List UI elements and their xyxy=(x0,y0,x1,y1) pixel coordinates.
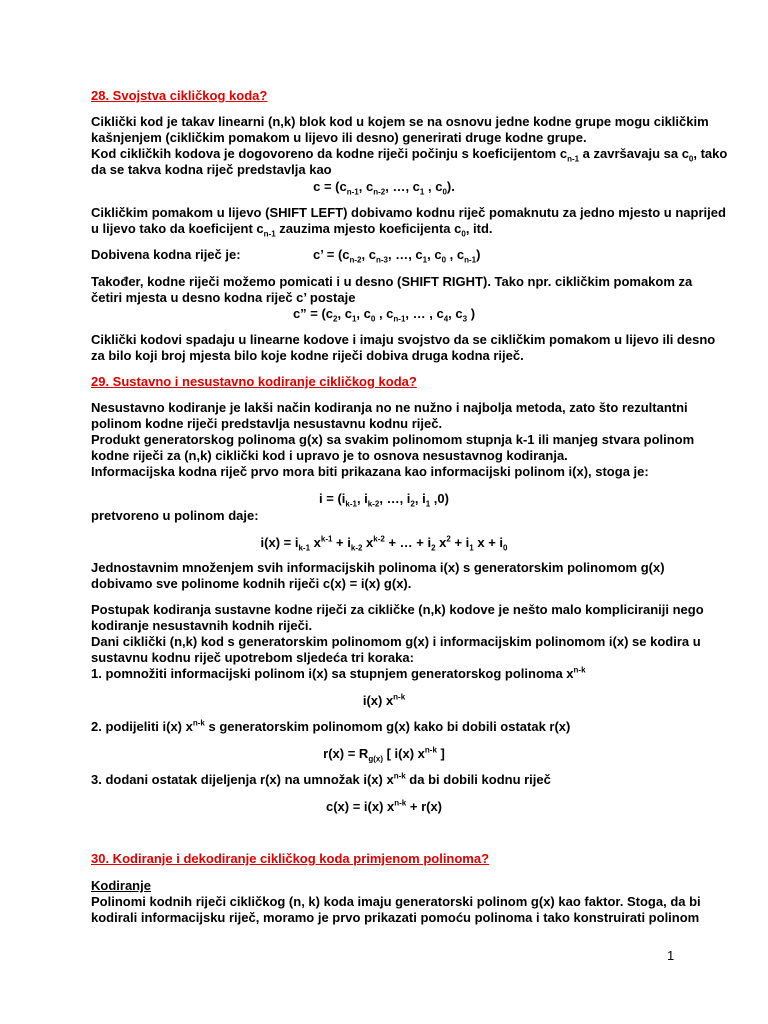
s29-p3-line1: Postupak kodiranja sustavne kodne riječi za cikličke (n,k) kodove je nešto malo kompliciraniji nego xyxy=(91,602,704,617)
s30-p1-line1: Polinomi kodnih riječi cikličkog (n, k) koda imaju generatorski polinom g(x) kao faktor. Stoga, da bi xyxy=(91,894,701,909)
section-30-heading: 30. Kodiranje i dekodiranje cikličkog koda primjenom polinoma? xyxy=(91,851,490,866)
s28-p4-line1: Također, kodne riječi možemo pomicati i u desno (SHIFT RIGHT). Tako npr. cikličkim pomakom za xyxy=(91,274,693,289)
s29-step2: 2. podijeliti i(x) $x^{n-k}$ s generatorskim polinomom g(x) kako bi dobili ostatak r(x) xyxy=(91,718,571,734)
s29-p1-line5: Informacijska kodna riječ prvo mora biti prikazana kao informacijski polinom i(x), stoga je: xyxy=(91,464,649,479)
s29-p1-line4: kodne riječi za (n,k) ciklički kod i upravo je to osnova nesustavnog kodiranja. xyxy=(91,448,568,463)
section-29-heading: 29. Sustavno i nesustavno kodiranje cikličkog koda? xyxy=(91,374,417,389)
s29-p1-line2: polinom kodne riječi predstavlja nesustavnu kodnu riječ. xyxy=(91,416,443,431)
s29-step1: 1. pomnožiti informacijski polinom i(x) sa stupnjem generatorskog polinoma $x^{n-k}$ xyxy=(91,665,586,681)
s29-convert: pretvoreno u polinom daje: xyxy=(91,508,259,523)
s28-p4-line2: četiri mjesta u desno kodna riječ c’ postaje xyxy=(91,290,356,305)
s29-p3-line2: kodiranje nesustavnih kodnih riječi. xyxy=(91,618,313,633)
s29-p3-line3: Dani ciklički (n,k) kod s generatorskim polinomom g(x) i informacijskim polinomom i(x) se kodira u xyxy=(91,634,701,649)
s28-p3-eq: c’ = ($c_{n-2}$, $c_{n-3}$, …, $c_1$, $c_0$ , $c_{n-1}$) xyxy=(313,247,481,265)
s28-p3-label: Dobivena kodna riječ je: xyxy=(91,247,241,262)
s28-p1-line4: da se takva kodna riječ predstavlja kao xyxy=(91,162,332,177)
s29-eq-step1: i(x) $x^{n-k}$ xyxy=(362,692,406,708)
page-number: 1 xyxy=(667,948,675,963)
s29-p1-line3: Produkt generatorskog polinoma g(x) sa svakim polinomom stupnja k-1 ili manjeg stvara polinom xyxy=(91,432,695,447)
s29-eq-ix: $i(x) = i_{k-1}$ $x^{k-1} + i_{k-2}$ $x^{k-2}$ + … + $i_2$ $x^2 + i_1$ $x + i_0$ xyxy=(260,534,508,553)
s29-step3: 3. dodani ostatak dijeljenja r(x) na umnožak i(x) $x^{n-k}$ da bi dobili kodnu riječ xyxy=(91,771,551,787)
s28-p4-eq: c” = ($c_2$, $c_1$, $c_0$ , $c_{n-1}$, … , $c_4$, $c_3$ ) xyxy=(292,306,476,324)
s28-p5-line2: za bilo koji broj mjesta bilo koje kodne riječi dobiva druga kodna riječ. xyxy=(91,348,524,363)
s28-p2-line2: u lijevo tako da koeficijent $c_{n-1}$ zauzima mjesto koeficijenta $c_0$, itd. xyxy=(91,221,493,239)
s29-eq-step2: $r(x) = R_{g(x)}$ [ i(x) $x^{n-k}$ ] xyxy=(323,745,445,764)
s28-p1-line2: kašnjenjem (cikličkim pomakom u lijevo ili desno) generirati druge kodne grupe. xyxy=(91,130,587,145)
s29-p2-line1: Jednostavnim množenjem svih informacijskih polinoma i(x) s generatorskim polinomom g(x) xyxy=(91,560,665,575)
s29-eq-step3: c(x) = i(x) $x^{n-k} + r(x)$ xyxy=(325,798,443,814)
s28-eq-c: $c = (c_{n-1}$, $c_{n-2}$, …, $c_1$ , $c_0$). xyxy=(313,179,455,197)
s29-p3-line4: sustavnu kodnu riječ upotrebom sljedeća tri koraka: xyxy=(91,650,414,665)
s30-p1-line2: kodirali informacijsku riječ, moramo je prvo prikazati pomoću polinoma i tako konstruirati polinom xyxy=(91,910,700,925)
s29-eq-i: $i = (i_{k-1}$, $i_{k-2}$, …, $i_2$, $i_1$ ,0) xyxy=(319,491,449,509)
s28-p1-line3: Kod cikličkih kodova je dogovoreno da kodne riječi počinju s koeficijentom $c_{n-1}$ a završavaju sa $c_0$, tako xyxy=(91,146,728,164)
s30-subheading: Kodiranje xyxy=(91,878,151,893)
section-28-heading: 28. Svojstva cikličkog koda? xyxy=(91,88,268,103)
s29-p2-line2: dobivamo sve polinome kodnih riječi c(x) = i(x) g(x). xyxy=(91,576,412,591)
s28-p1-line1: Ciklički kod je takav linearni (n,k) blok kod u kojem se na osnovu jedne kodne grupe mogu cikličkim xyxy=(91,114,709,129)
s28-p2-line1: Cikličkim pomakom u lijevo (SHIFT LEFT) dobivamo kodnu riječ pomaknutu za jedno mjesto u naprijed xyxy=(91,205,726,220)
s29-p1-line1: Nesustavno kodiranje je lakši način kodiranja no ne nužno i najbolja metoda, zato što rezultantni xyxy=(91,400,688,415)
s28-p5-line1: Ciklički kodovi spadaju u linearne kodove i imaju svojstvo da se cikličkim pomakom u lijevo ili desno xyxy=(91,332,716,347)
